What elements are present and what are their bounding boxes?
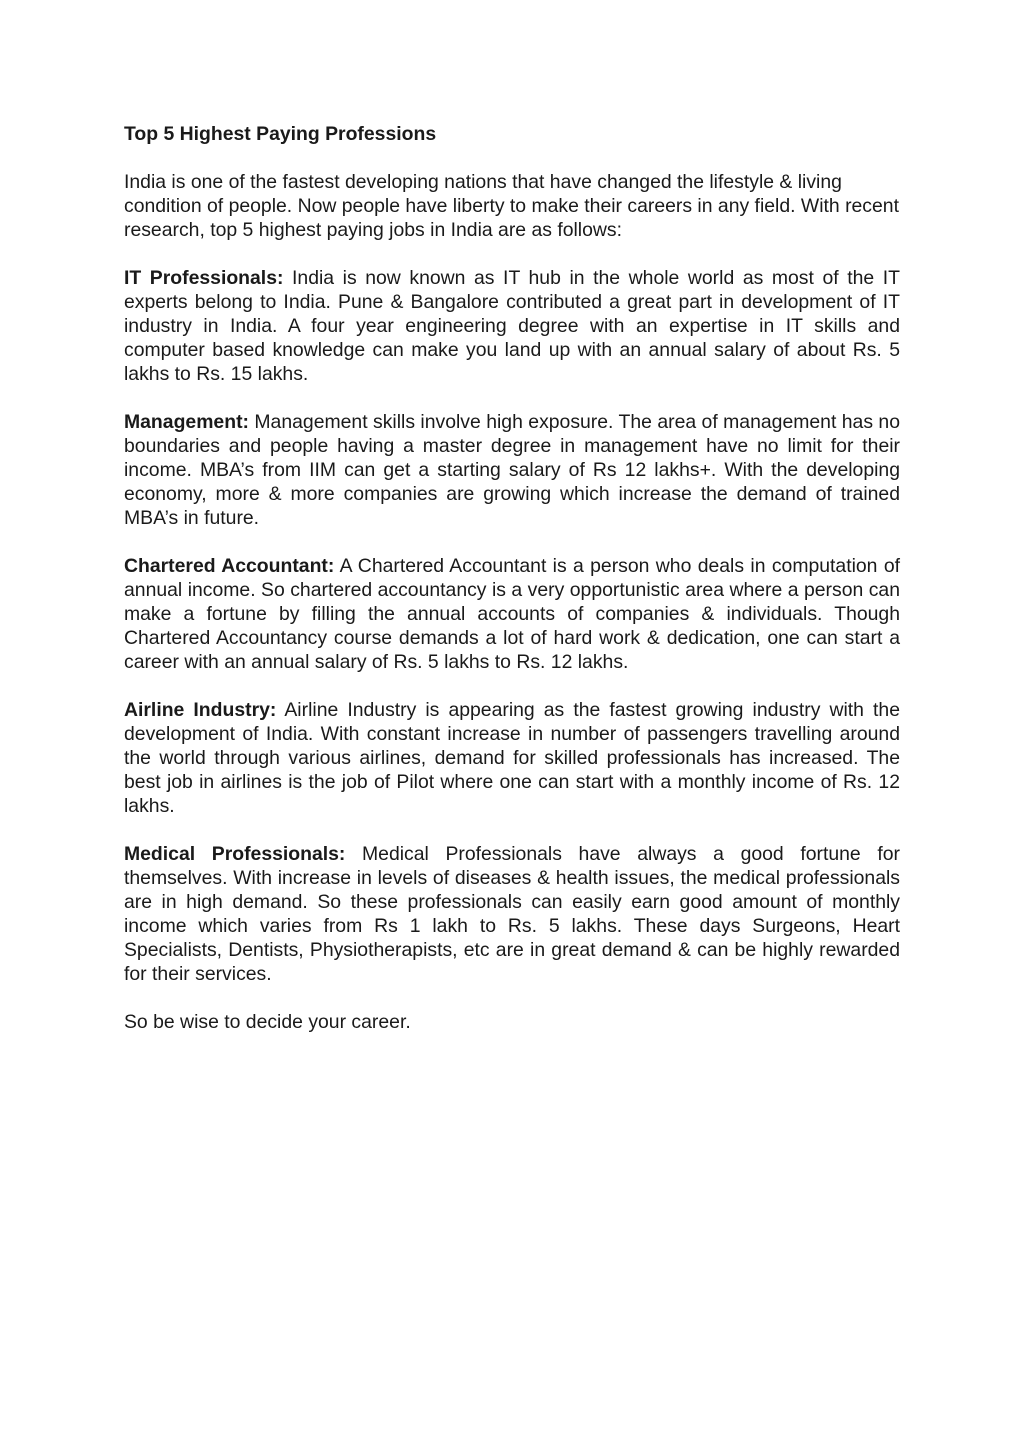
section-heading: Management:	[124, 411, 249, 433]
section-chartered-accountant	[124, 554, 900, 674]
section-it-professionals	[124, 266, 900, 386]
closing-paragraph: So be wise to decide your career.	[124, 1011, 411, 1033]
section-body: A Chartered Accountant is a person who deals in computation of annual income. So chartered accountancy is a very opportunistic area where a person can make a fortune by filling the annual accounts of companies & individuals. Though Chartered Accountancy course demands a lot of hard work & dedication, one can start a career with an annual salary of Rs. 5 lakhs to Rs. 12 lakhs.	[124, 555, 900, 673]
section-body: Airline Industry is appearing as the fastest growing industry with the development of India. With constant increase in number of passengers travelling around the world through various airlines, demand for skilled professionals has increased. The best job in airlines is the job of Pilot where one can start with a monthly income of Rs. 12 lakhs.	[124, 699, 900, 817]
intro-paragraph: India is one of the fastest developing nations that have changed the lifestyle & living condition of people. Now people have liberty to make their careers in any field. With recent research, top 5 highest paying jobs in India are as follows:	[124, 171, 899, 241]
section-management	[124, 410, 900, 530]
section-airline-industry	[124, 698, 900, 818]
section-heading: IT Professionals:	[124, 267, 284, 289]
section-heading: Chartered Accountant:	[124, 555, 335, 577]
section-heading: Airline Industry:	[124, 699, 277, 721]
section-medical-professionals	[124, 842, 900, 986]
document-title: Top 5 Highest Paying Professions	[124, 123, 437, 145]
section-body: Management skills involve high exposure. The area of management has no boundaries and people having a master degree in management have no limit for their income. MBA’s from IIM can get a starting salary of Rs 12 lakhs+. With the developing economy, more & more companies are growing which increase the demand of trained MBA’s in future.	[124, 411, 900, 529]
section-body: India is now known as IT hub in the whole world as most of the IT experts belong to India. Pune & Bangalore contributed a great part in development of IT industry in India. A four year engineering degree with an expertise in IT skills and computer based knowledge can make you land up with an annual salary of about Rs. 5 lakhs to Rs. 15 lakhs.	[124, 267, 900, 385]
section-body: Medical Professionals have always a good fortune for themselves. With increase in levels of diseases & health issues, the medical professionals are in high demand. So these professionals can easily earn good amount of monthly income which varies from Rs 1 lakh to Rs. 5 lakhs. These days Surgeons, Heart Specialists, Dentists, Physiotherapists, etc are in great demand & can be highly rewarded for their services.	[124, 843, 900, 985]
document-body	[124, 122, 900, 1058]
section-heading: Medical Professionals:	[124, 843, 346, 865]
